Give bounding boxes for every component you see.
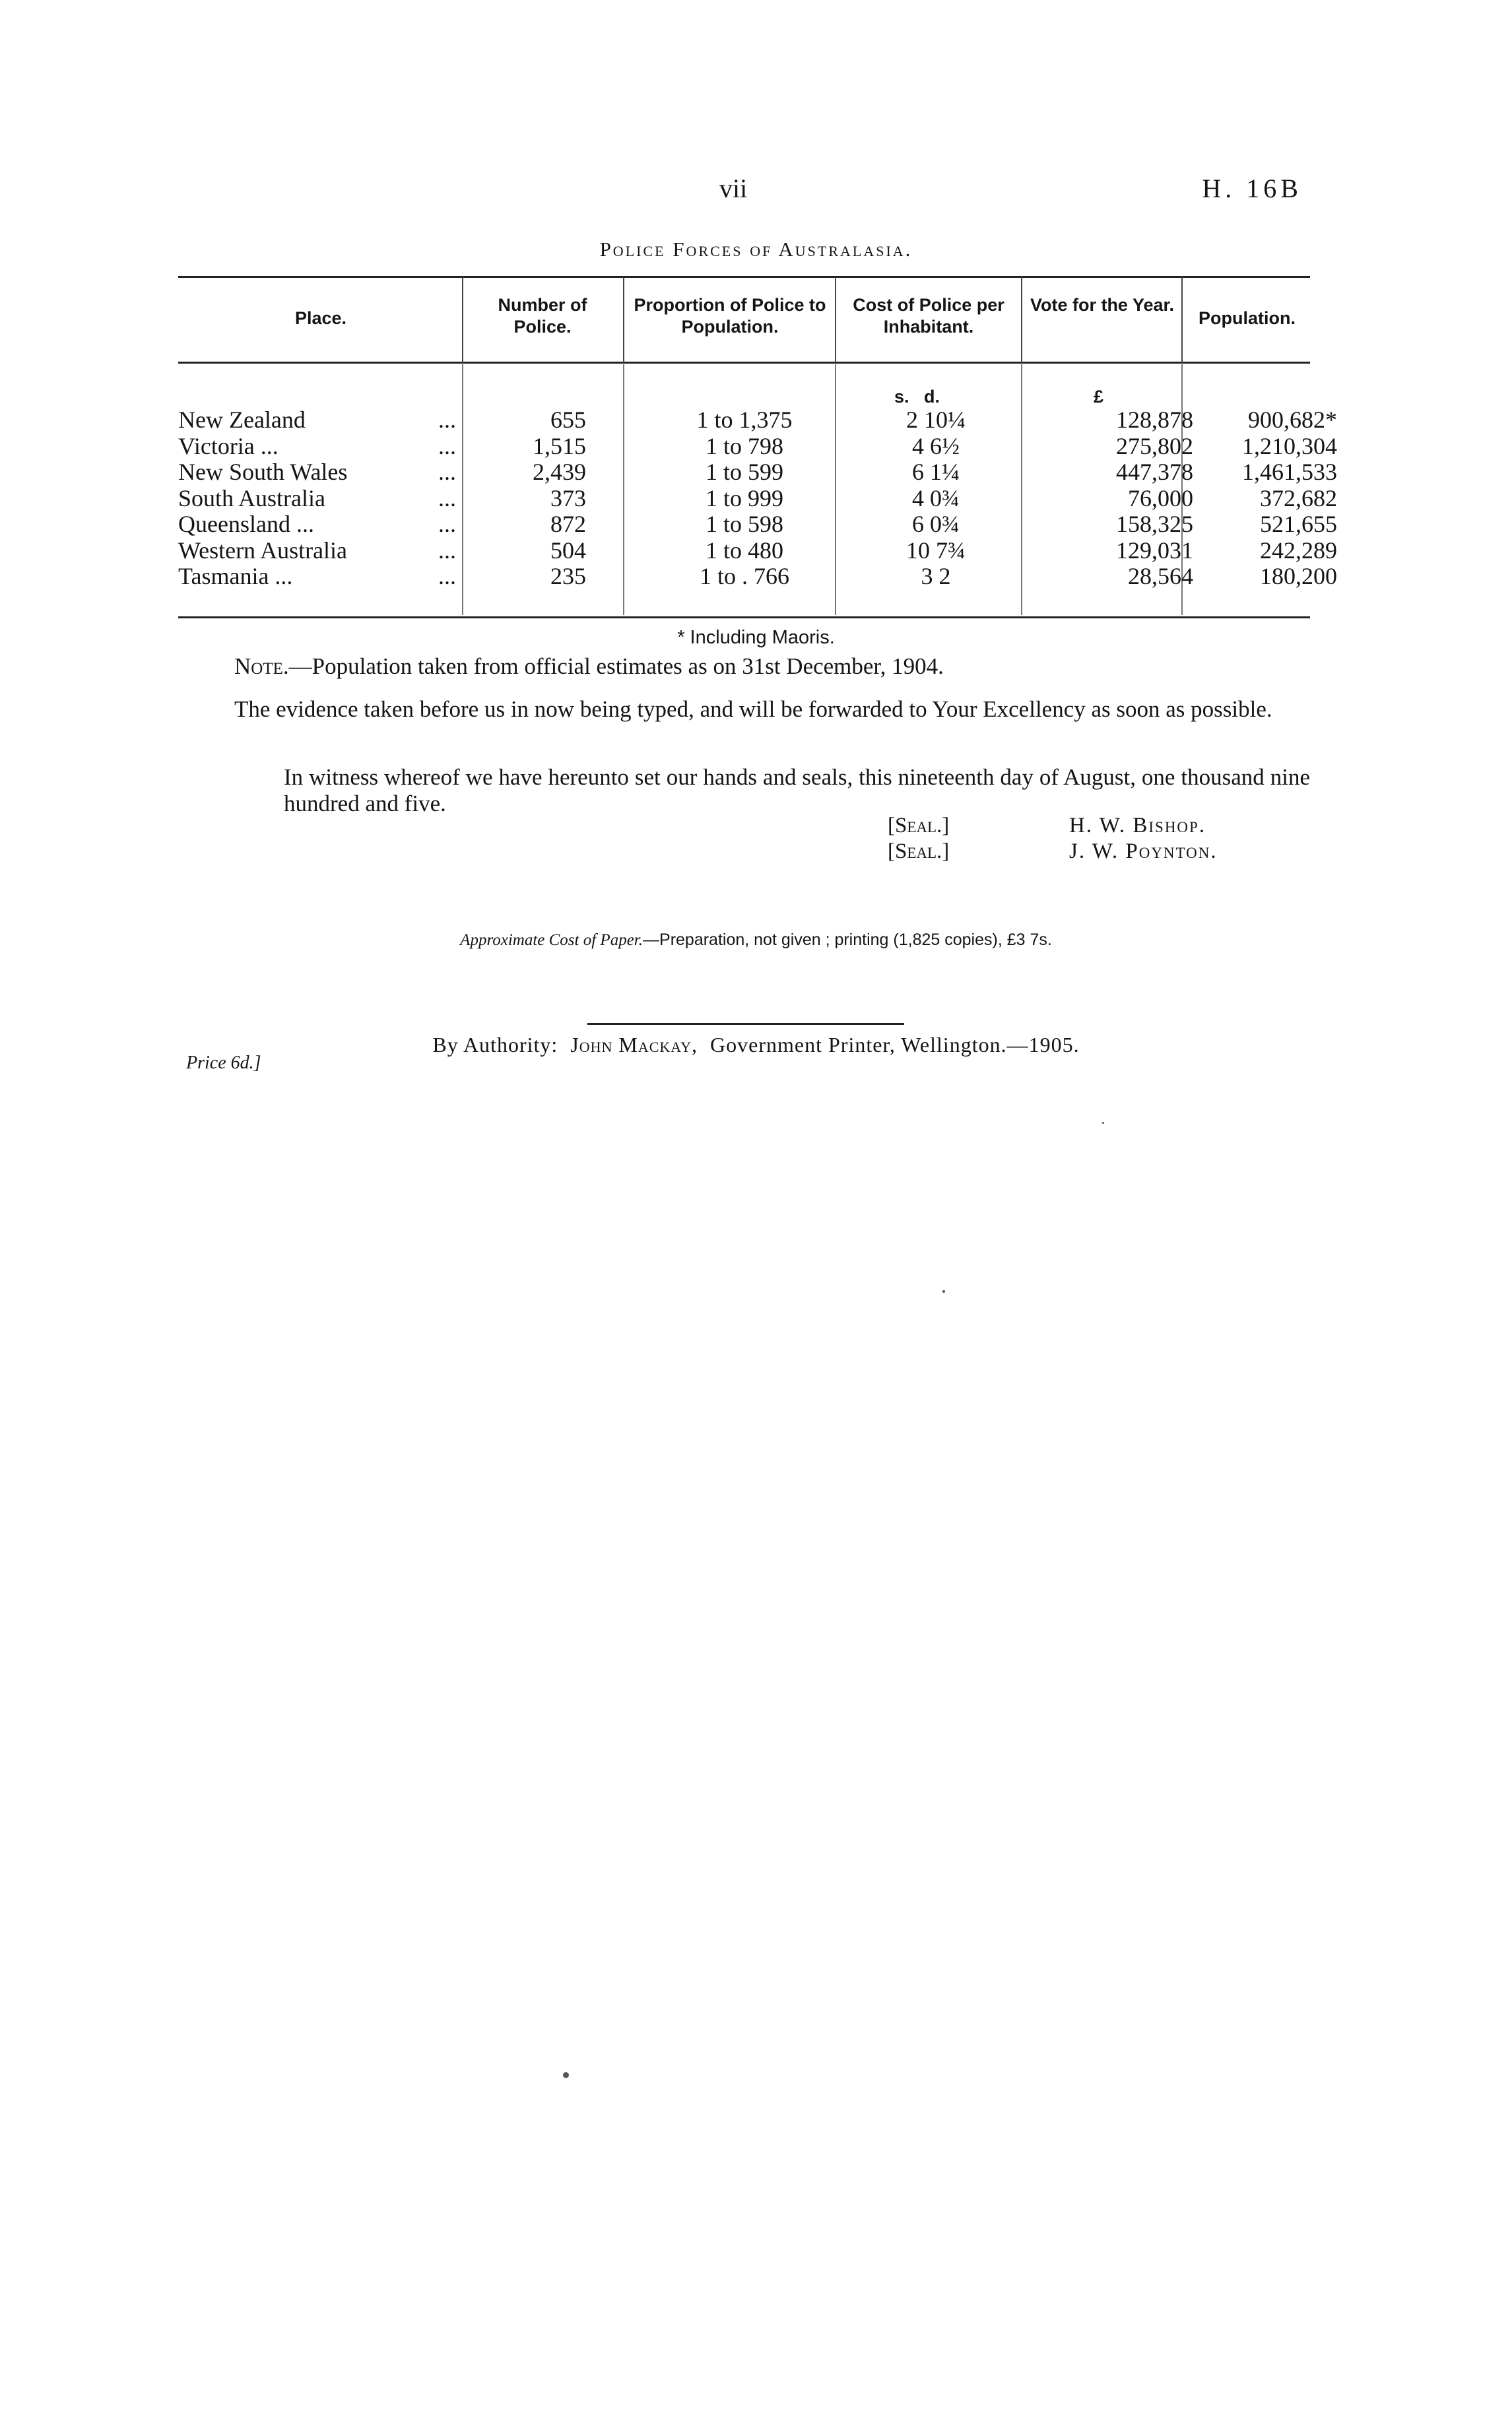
cell-leader-dots: ... [438, 511, 456, 537]
cell-place: Western Australia [178, 537, 348, 564]
cell-vote: 447,378 [1116, 459, 1193, 485]
table-title: Police Forces of Australasia. [599, 238, 913, 261]
signatory-bishop: H. W. Bishop. [1069, 814, 1206, 837]
header-proportion: Proportion of Police to Population. [634, 295, 826, 337]
cell-proportion: 1 to 598 [705, 511, 783, 537]
cell-place: Tasmania ... [178, 563, 293, 589]
cost-text: —Preparation, not given ; printing (1,825 copies), £3 7s. [643, 930, 1052, 949]
cell-vote: 76,000 [1128, 484, 1193, 511]
table-row [178, 538, 1337, 564]
vote-units: £ [1094, 387, 1104, 407]
seal-mark: [Seal.] [888, 839, 950, 863]
cell-cost: 2 10¼ [906, 407, 966, 433]
cell-place: South Australia [178, 484, 325, 511]
cell-population: 180,200 [1260, 563, 1337, 589]
scan-speck [942, 1290, 945, 1293]
page-number: vii [719, 174, 748, 203]
witness-text: In witness whereof we have hereunto set our hands and seals, this nineteenth day of August, one thousand nine hundred and five. [284, 764, 1310, 816]
cell-cost: 6 1¼ [912, 459, 960, 485]
signatory-poynton: J. W. Poynton. [1069, 839, 1218, 863]
cell-vote: 129,031 [1116, 537, 1193, 564]
cell-proportion: 1 to 599 [705, 459, 783, 485]
cell-vote: 275,802 [1116, 432, 1193, 459]
cell-population: 1,210,304 [1242, 432, 1337, 459]
table-rule-bottom [178, 616, 1310, 618]
cell-population: 521,655 [1260, 511, 1337, 537]
cell-population: 372,682 [1260, 484, 1337, 511]
authority-prefix: By Authority: [432, 1033, 558, 1057]
cell-leader-dots: ... [438, 407, 456, 433]
table-row [178, 486, 1337, 512]
scan-speck [563, 2072, 569, 2078]
cell-leader-dots: ... [438, 563, 456, 589]
price: Price 6d.] [186, 1053, 261, 1073]
cell-population: 900,682* [1248, 407, 1337, 433]
evidence-text: The evidence taken before us in now being typed, and will be forwarded to Your Excellency as soon as possible. [234, 696, 1272, 722]
cell-place: New South Wales [178, 459, 348, 485]
header-population: Population. [1199, 308, 1296, 328]
population-note [234, 653, 944, 680]
cell-place: New Zealand [178, 407, 306, 433]
cell-cost: 6 0¾ [912, 511, 960, 537]
cell-place: Victoria ... [178, 432, 279, 459]
evidence-paragraph [178, 696, 1310, 723]
cell-cost: 4 0¾ [912, 484, 960, 511]
seal-mark: [Seal.] [888, 814, 950, 837]
cell-proportion: 1 to 999 [705, 484, 783, 511]
header-place: Place. [294, 308, 347, 328]
note-text: —Population taken from official estimates as on 31st December, 1904. [288, 653, 944, 679]
cell-police: 872 [550, 511, 586, 537]
footer-rule [587, 1023, 904, 1025]
table-row [178, 434, 1337, 460]
cell-leader-dots: ... [438, 484, 456, 511]
authority-rest: Government Printer, Wellington.—1905. [710, 1033, 1080, 1057]
table-rule-top [178, 276, 1310, 278]
cell-leader-dots: ... [438, 459, 456, 485]
header-vote-for-year: Vote for the Year. [1030, 295, 1175, 315]
cell-vote: 28,564 [1128, 563, 1193, 589]
cell-population: 1,461,533 [1242, 459, 1337, 485]
cell-vote: 128,878 [1116, 407, 1193, 433]
table-row [178, 459, 1337, 486]
header-number-of-police: Number of Police. [498, 295, 587, 337]
cell-cost: 4 6½ [912, 432, 960, 459]
cell-population: 242,289 [1260, 537, 1337, 564]
document-reference: H. 16B [1202, 174, 1302, 203]
cell-proportion: 1 to 798 [705, 432, 783, 459]
table-row [178, 511, 1337, 538]
witness-paragraph [284, 764, 1310, 817]
cell-proportion: 1 to . 766 [699, 563, 789, 589]
cost-label: Approximate Cost of Paper. [460, 931, 643, 949]
cost-units: s. d. [894, 387, 940, 407]
cell-police: 655 [550, 407, 586, 433]
cell-place: Queensland ... [178, 511, 314, 537]
column-divider [462, 277, 463, 363]
note-label: Note. [234, 653, 289, 679]
cell-police: 504 [550, 537, 586, 564]
printer-name: John Mackay, [570, 1033, 698, 1057]
scan-speck [1102, 1122, 1104, 1124]
cell-cost: 3 2 [921, 563, 951, 589]
cost-of-paper [0, 930, 1512, 950]
column-divider [1021, 277, 1022, 363]
cell-police: 373 [550, 484, 586, 511]
header-cost-per-inhabitant: Cost of Police per Inhabitant. [853, 295, 1004, 337]
cell-police: 2,439 [533, 459, 586, 485]
table-footnote: * Including Maoris. [677, 627, 835, 648]
table-row [178, 407, 1337, 434]
cell-police: 235 [550, 563, 586, 589]
cell-leader-dots: ... [438, 432, 456, 459]
cell-police: 1,515 [533, 432, 586, 459]
cell-proportion: 1 to 1,375 [696, 407, 793, 433]
table-row [178, 564, 1337, 590]
cell-leader-dots: ... [438, 537, 456, 564]
table-rule-header [178, 362, 1310, 364]
cell-proportion: 1 to 480 [705, 537, 783, 564]
cell-cost: 10 7¾ [906, 537, 966, 564]
police-forces-table [178, 407, 1337, 590]
cell-vote: 158,325 [1116, 511, 1193, 537]
